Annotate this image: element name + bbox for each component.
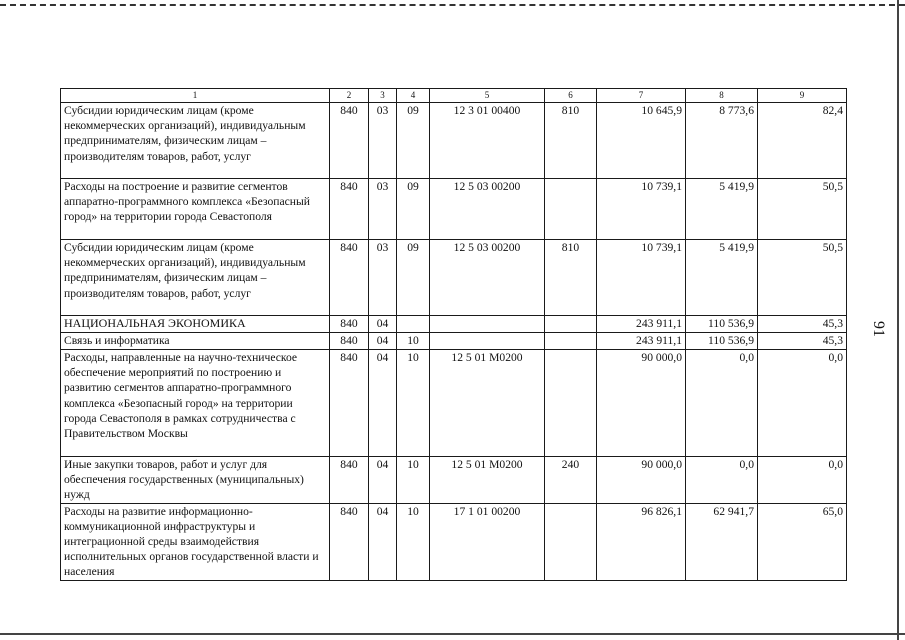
row-section: 04	[369, 457, 397, 504]
column-header-9: 9	[758, 89, 847, 103]
row-section: 04	[369, 350, 397, 457]
row-subsection: 10	[397, 350, 430, 457]
row-section: 04	[369, 503, 397, 580]
row-executed: 5 419,9	[686, 179, 758, 240]
row-section: 04	[369, 333, 397, 350]
row-target-article: 17 1 01 00200	[430, 503, 545, 580]
row-expense-type	[545, 316, 597, 333]
row-target-article: 12 5 01 M0200	[430, 457, 545, 504]
row-target-article	[430, 333, 545, 350]
row-target-article: 12 3 01 00400	[430, 103, 545, 179]
bottom-scan-edge	[0, 633, 905, 635]
row-name: НАЦИОНАЛЬНАЯ ЭКОНОМИКА	[61, 316, 330, 333]
row-subsection: 09	[397, 240, 430, 316]
table-row	[61, 316, 847, 333]
row-name: Субсидии юридическим лицам (кроме некоммерческих организаций), индивидуальным предпринимателям, физическим лицам – производителям товаров, работ, услуг	[61, 240, 330, 316]
row-name: Расходы, направленные на научно-техническое обеспечение мероприятий по построению и развитию сегментов аппаратно-программного комплекса «Безопасный город» на территории города Севастополя в рамках сотрудничества с Правительством Москвы	[61, 350, 330, 457]
row-name: Иные закупки товаров, работ и услуг для обеспечения государственных (муниципальных) нужд	[61, 457, 330, 504]
row-percent: 0,0	[758, 350, 847, 457]
row-expense-type	[545, 333, 597, 350]
row-percent: 45,3	[758, 333, 847, 350]
budget-table	[60, 88, 847, 581]
row-subsection: 09	[397, 179, 430, 240]
row-percent: 65,0	[758, 503, 847, 580]
row-admin-code: 840	[330, 240, 369, 316]
header-row	[61, 89, 847, 103]
row-admin-code: 840	[330, 457, 369, 504]
row-admin-code: 840	[330, 503, 369, 580]
column-header-6: 6	[545, 89, 597, 103]
row-planned: 243 911,1	[597, 333, 686, 350]
row-executed: 110 536,9	[686, 316, 758, 333]
row-admin-code: 840	[330, 333, 369, 350]
row-section: 03	[369, 240, 397, 316]
row-target-article: 12 5 03 00200	[430, 240, 545, 316]
row-planned: 90 000,0	[597, 350, 686, 457]
row-subsection: 09	[397, 103, 430, 179]
table-row	[61, 240, 847, 316]
row-planned: 243 911,1	[597, 316, 686, 333]
row-expense-type: 810	[545, 240, 597, 316]
table-row	[61, 103, 847, 179]
row-executed: 0,0	[686, 350, 758, 457]
row-percent: 50,5	[758, 240, 847, 316]
top-scan-edge	[0, 4, 905, 6]
row-executed: 8 773,6	[686, 103, 758, 179]
row-percent: 50,5	[758, 179, 847, 240]
table-row	[61, 333, 847, 350]
row-section: 04	[369, 316, 397, 333]
right-scan-edge	[897, 0, 899, 640]
row-admin-code: 840	[330, 316, 369, 333]
row-planned: 90 000,0	[597, 457, 686, 504]
page-number: 91	[870, 321, 887, 337]
row-expense-type	[545, 503, 597, 580]
column-header-1: 1	[61, 89, 330, 103]
row-admin-code: 840	[330, 103, 369, 179]
row-planned: 10 645,9	[597, 103, 686, 179]
row-subsection: 10	[397, 457, 430, 504]
row-section: 03	[369, 103, 397, 179]
row-name: Связь и информатика	[61, 333, 330, 350]
row-executed: 110 536,9	[686, 333, 758, 350]
table-row	[61, 350, 847, 457]
row-expense-type	[545, 350, 597, 457]
row-target-article: 12 5 01 M0200	[430, 350, 545, 457]
row-executed: 0,0	[686, 457, 758, 504]
column-header-4: 4	[397, 89, 430, 103]
row-subsection: 10	[397, 333, 430, 350]
table-row	[61, 457, 847, 504]
row-name: Субсидии юридическим лицам (кроме некоммерческих организаций), индивидуальным предпринимателям, физическим лицам – производителям товаров, работ, услуг	[61, 103, 330, 179]
row-percent: 0,0	[758, 457, 847, 504]
row-expense-type	[545, 179, 597, 240]
row-name: Расходы на развитие информационно-коммуникационной инфраструктуры и интеграционной среды взаимодействия исполнительных органов государственной власти и населения	[61, 503, 330, 580]
row-target-article	[430, 316, 545, 333]
row-planned: 96 826,1	[597, 503, 686, 580]
column-header-2: 2	[330, 89, 369, 103]
row-planned: 10 739,1	[597, 179, 686, 240]
table-row	[61, 179, 847, 240]
row-admin-code: 840	[330, 179, 369, 240]
row-subsection	[397, 316, 430, 333]
row-subsection: 10	[397, 503, 430, 580]
row-planned: 10 739,1	[597, 240, 686, 316]
row-name: Расходы на построение и развитие сегментов аппаратно-программного комплекса «Безопасный город» на территории города Севастополя	[61, 179, 330, 240]
row-percent: 45,3	[758, 316, 847, 333]
row-expense-type: 810	[545, 103, 597, 179]
column-header-8: 8	[686, 89, 758, 103]
row-admin-code: 840	[330, 350, 369, 457]
table-row	[61, 503, 847, 580]
row-percent: 82,4	[758, 103, 847, 179]
row-section: 03	[369, 179, 397, 240]
row-executed: 5 419,9	[686, 240, 758, 316]
column-header-5: 5	[430, 89, 545, 103]
column-header-3: 3	[369, 89, 397, 103]
row-executed: 62 941,7	[686, 503, 758, 580]
column-header-7: 7	[597, 89, 686, 103]
row-expense-type: 240	[545, 457, 597, 504]
row-target-article: 12 5 03 00200	[430, 179, 545, 240]
